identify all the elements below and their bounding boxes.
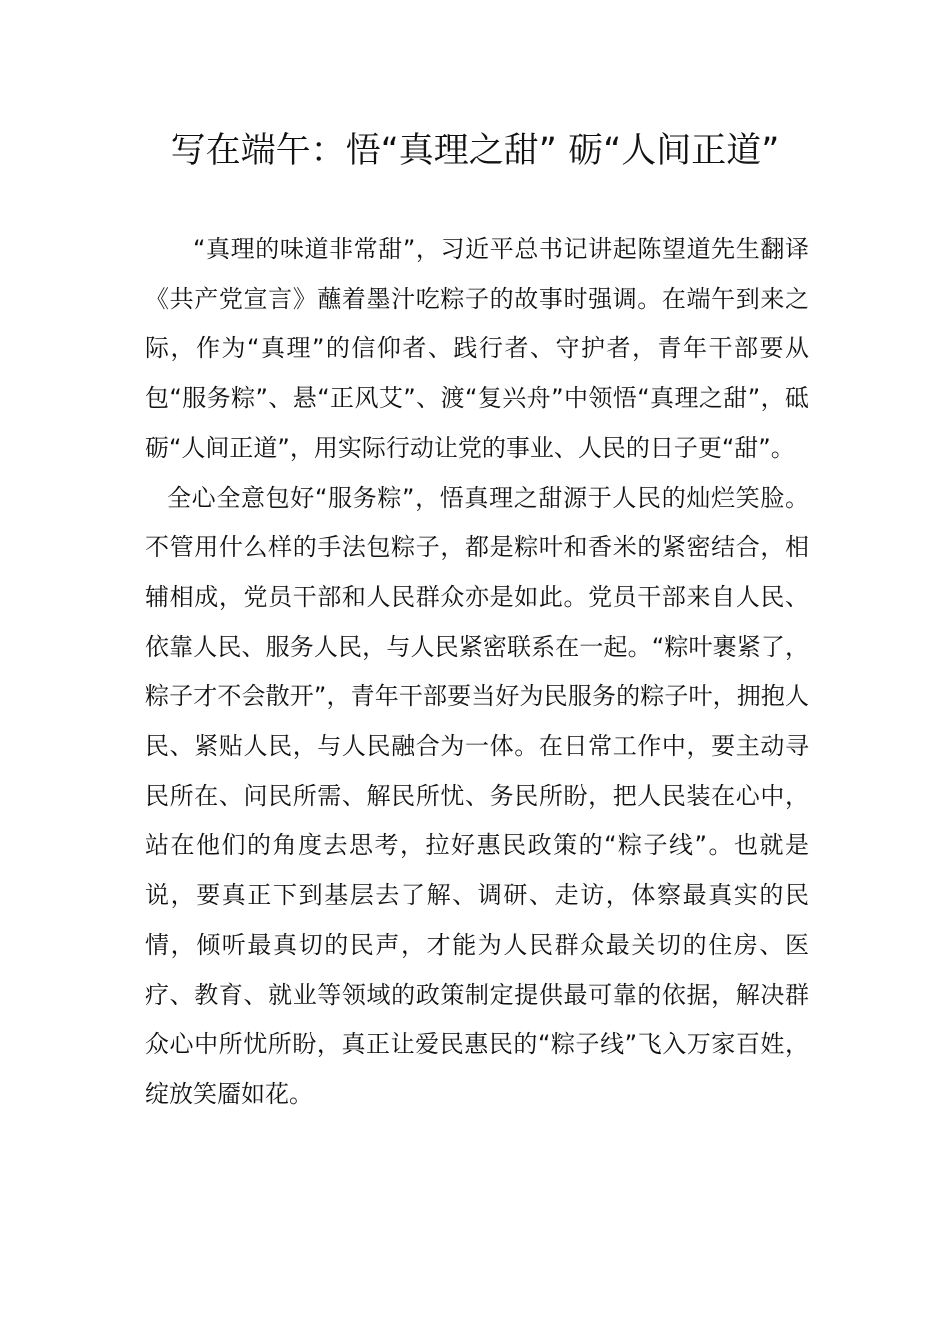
paragraph-service-zongzi: 全心全意包好“服务粽”，悟真理之甜源于人民的灿烂笑脸。不管用什么样的手法包粽子，都是粽叶和香米的紧密结合，相辅相成，党员干部和人民群众亦是如此。党员干部来自人民、依靠人民、服务人民，与人民紧密联系在一起。“粽叶裹紧了，粽子才不会散开”，青年干部要当好为民服务的粽子叶，拥抱人民、紧贴人民，与人民融合为一体。在日常工作中，要主动寻民所在、问民所需、解民所忧、务民所盼，把人民装在心中，站在他们的角度去思考，拉好惠民政策的“粽子线”。也就是说，要真正下到基层去了解、调研、走访，体察最真实的民情，倾听最真切的民声，才能为人民群众最关切的住房、医疗、教育、就业等领域的政策制定提供最可靠的依据，解决群众心中所忧所盼，真正让爱民惠民的“粽子线”飞入万家百姓，绽放笑靥如花。	[145, 483, 809, 1108]
document-body	[145, 225, 809, 1120]
document-title: 写在端午：悟“真理之甜” 砺“人间正道”	[170, 131, 780, 171]
paragraph-intro: “真理的味道非常甜”，习近平总书记讲起陈望道先生翻译《共产党宣言》蘸着墨汁吃粽子的故事时强调。在端午到来之际，作为“真理”的信仰者、践行者、守护者，青年干部要从包“服务粽”、悬“正风艾”、渡“复兴舟”中领悟“真理之甜”，砥砺“人间正道”，用实际行动让党的事业、人民的日子更“甜”。	[145, 235, 809, 462]
